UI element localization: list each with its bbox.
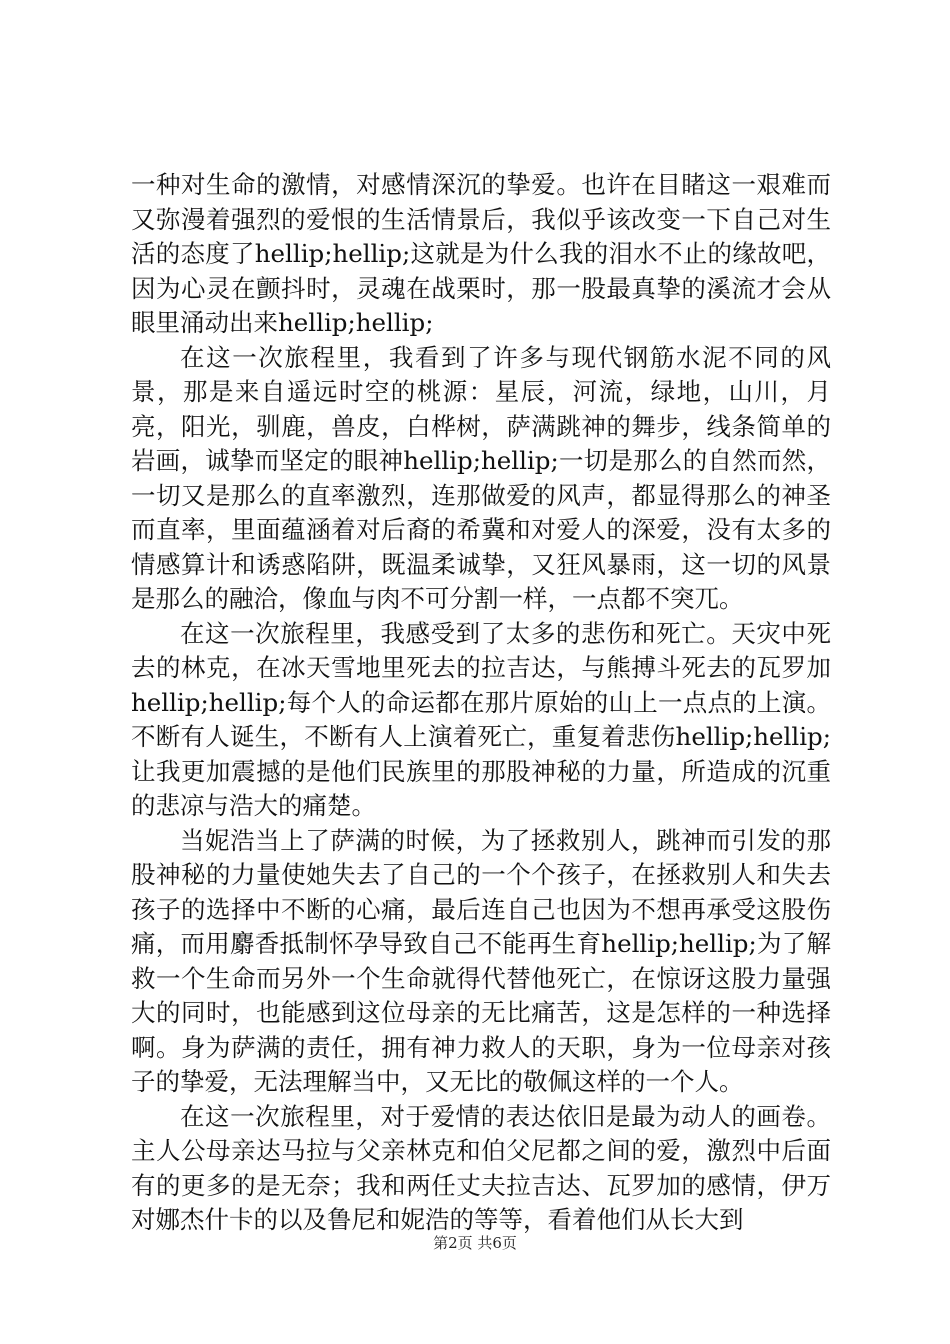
paragraph-5: 在这一次旅程里，对于爱情的表达依旧是最为动人的画卷。主人公母亲达马拉与父亲林克和伯父尼都之间的爱，激烈中后面有的更多的是无奈；我和两任丈夫拉吉达、瓦罗加的感情，伊万对娜杰什卡的以及鲁尼和妮浩的等等，看着他们从长大到 xyxy=(131,1101,831,1234)
paragraph-1: 一种对生命的激情，对感情深沉的挚爱。也许在目睹这一艰难而又弥漫着强烈的爱恨的生活情景后，我似乎该改变一下自己对生活的态度了hellip;hellip;这就是为什么我的泪水不止的缘故吧，因为心灵在颤抖时，灵魂在战栗时，那一股最真挚的溪流才会从眼里涌动出来hellip;hellip; xyxy=(131,170,831,337)
body-text xyxy=(131,168,831,1238)
paragraph-3: 在这一次旅程里，我感受到了太多的悲伤和死亡。天灾中死去的林克，在冰天雪地里死去的拉吉达，与熊搏斗死去的瓦罗加hellip;hellip;每个人的命运都在那片原始的山上一点点的上演。不断有人诞生，不断有人上演着死亡，重复着悲伤hellip;hellip;让我更加震撼的是他们民族里的那股神秘的力量，所造成的沉重的悲凉与浩大的痛楚。 xyxy=(131,618,831,820)
paragraph-2: 在这一次旅程里，我看到了许多与现代钢筋水泥不同的风景，那是来自遥远时空的桃源：星辰，河流，绿地，山川，月亮，阳光，驯鹿，兽皮，白桦树，萨满跳神的舞步，线条简单的岩画，诚挚而坚定的眼神hellip;hellip;一切是那么的自然而然，一切又是那么的直率激烈，连那做爱的风声，都显得那么的神圣而直率，里面蕴涵着对后裔的希冀和对爱人的深爱，没有太多的情感算计和诱惑陷阱，既温柔诚挚，又狂风暴雨，这一切的风景是那么的融洽，像血与肉不可分割一样，一点都不突兀。 xyxy=(131,342,831,613)
paragraph-4: 当妮浩当上了萨满的时候，为了拯救别人，跳神而引发的那股神秘的力量使她失去了自己的一个个孩子，在拯救别人和失去孩子的选择中不断的心痛，最后连自己也因为不想再承受这股伤痛，而用麝香抵制怀孕导致自己不能再生育hellip;hellip;为了解救一个生命而另外一个生命就得代替他死亡，在惊讶这股力量强大的同时，也能感到这位母亲的无比痛苦，这是怎样的一种选择啊。身为萨满的责任，拥有神力救人的天职，身为一位母亲对孩子的挚爱，无法理解当中，又无比的敬佩这样的一个人。 xyxy=(131,825,831,1096)
page-footer: 第2页 共6页 xyxy=(433,1234,517,1252)
